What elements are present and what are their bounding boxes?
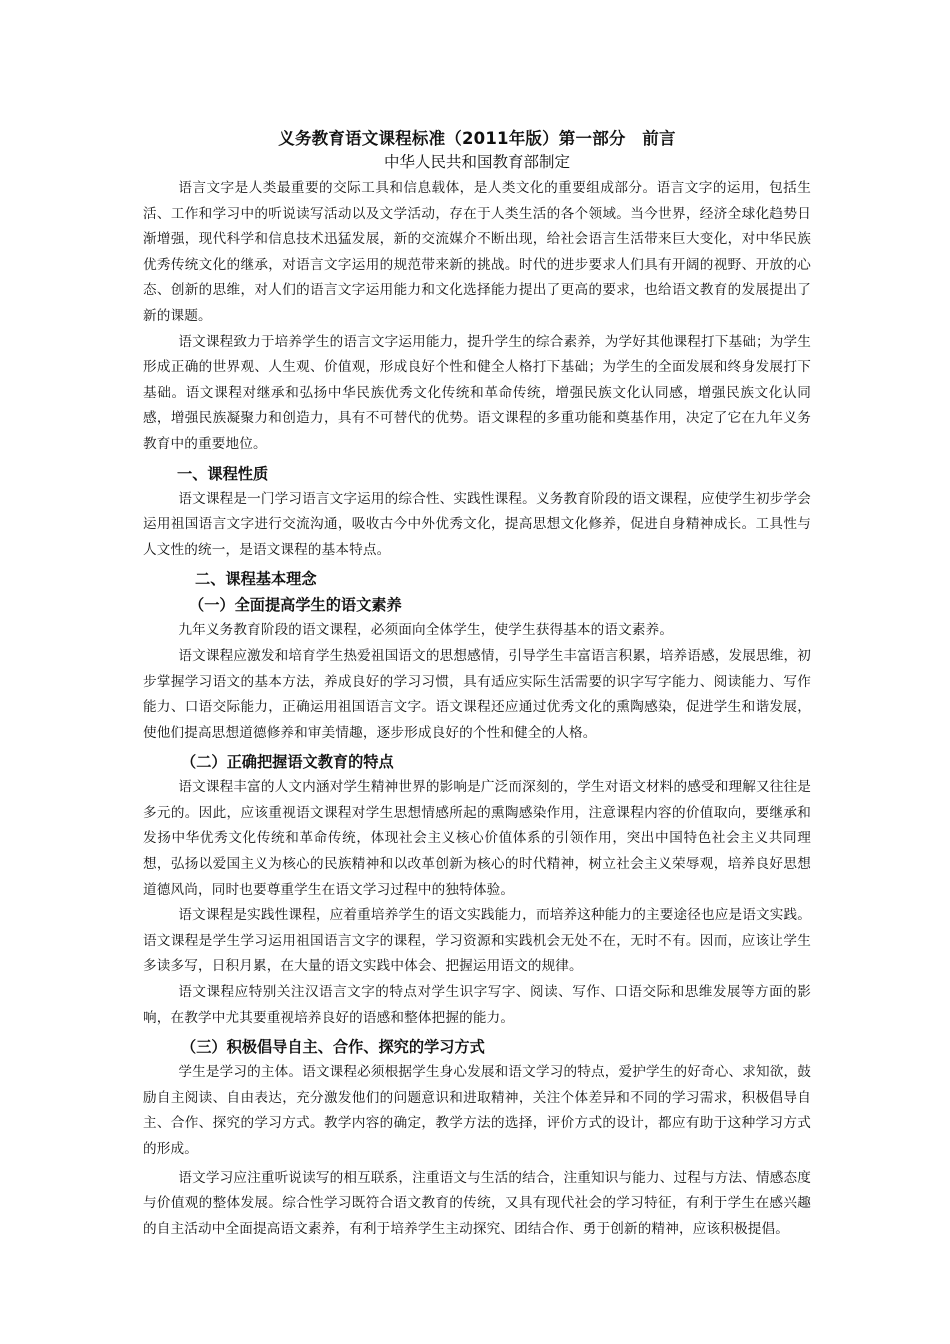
subsection-paragraph: 语文课程应激发和培育学生热爱祖国语文的思想感情，引导学生丰富语言积累，培养语感，发展思维，初步掌握学习语文的基本方法，养成良好的学习习惯，具有适应实际生活需要的识字写字能力、阅读能力、写作能力、口语交际能力，正确运用祖国语言文字。语文课程还应通过优秀文化的熏陶感染，促进学生和谐发展，使他们提高思想道德修养和审美情趣，逐步形成良好的个性和健全的人格。 bbox=[143, 647, 811, 741]
subsection-paragraph: 语文学习应注重听说读写的相互联系，注重语文与生活的结合，注重知识与能力、过程与方法、情感态度与价值观的整体发展。综合性学习既符合语文教育的传统，又具有现代社会的学习特征，有利于学生在感兴趣的自主活动中全面提高语文素养，有利于培养学生主动探究、团结合作、勇于创新的精神，应该积极提倡。 bbox=[143, 1169, 811, 1237]
subsection-paragraph: 学生是学习的主体。语文课程必须根据学生身心发展和语文学习的特点，爱护学生的好奇心、求知欲，鼓励自主阅读、自由表达，充分激发他们的问题意识和进取精神，关注个体差异和不同的学习需求，积极倡导自主、合作、探究的学习方式。教学内容的确定，教学方法的选择，评价方式的设计，都应有助于这种学习方式的形成。 bbox=[143, 1064, 811, 1157]
subsection-paragraph: 语文课程丰富的人文内涵对学生精神世界的影响是广泛而深刻的，学生对语文材料的感受和理解又往往是多元的。因此，应该重视语文课程对学生思想情感所起的熏陶感染作用，注意课程内容的价值取向，要继承和发扬中华优秀文化传统和革命传统，体现社会主义核心价值体系的引领作用，突出中国特色社会主义共同理想，弘扬以爱国主义为核心的民族精神和以改革创新为核心的时代精神，树立社会主义荣辱观，培养良好思想道德风尚，同时也要尊重学生在语文学习过程中的独特体验。 bbox=[143, 779, 811, 898]
subsection-heading-characteristics: （二）正确把握语文教育的特点 bbox=[181, 753, 394, 772]
document-subtitle: 中华人民共和国教育部制定 bbox=[383, 153, 570, 171]
intro-paragraph: 语文课程致力于培养学生的语言文字运用能力，提升学生的综合素养，为学好其他课程打下基础；为学生形成正确的世界观、人生观、价值观，形成良好个性和健全人格打下基础；为学生的全面发展和终身发展打下基础。语文课程对继承和弘扬中华民族优秀文化传统和革命传统，增强民族文化认同感，增强民族文化认同感，增强民族凝聚力和创造力，具有不可替代的优势。语文课程的多重功能和奠基作用，决定了它在九年义务教育中的重要地位。 bbox=[143, 333, 811, 452]
document-title: 义务教育语文课程标准（2011年版）第一部分 前言 bbox=[278, 129, 676, 148]
section-heading-basic-concepts: 二、课程基本理念 bbox=[195, 570, 317, 589]
subsection-paragraph: 语文课程是实践性课程，应着重培养学生的语文实践能力，而培养这种能力的主要途径也应是语文实践。语文课程是学生学习运用祖国语言文字的课程，学习资源和实践机会无处不在，无时不有。因而，应该让学生多读多写，日积月累，在大量的语文实践中体会、把握运用语文的规律。 bbox=[143, 907, 811, 975]
section-paragraph: 语文课程是一门学习语言文字运用的综合性、实践性课程。义务教育阶段的语文课程，应使学生初步学会运用祖国语言文字进行交流沟通，吸收古今中外优秀文化，提高思想文化修养，促进自身精神成长。工具性与人文性的统一，是语文课程的基本特点。 bbox=[143, 490, 811, 558]
document-body bbox=[143, 127, 811, 1242]
subsection-paragraph: 九年义务教育阶段的语文课程，必须面向全体学生，使学生获得基本的语文素养。 bbox=[178, 622, 674, 639]
subsection-heading-literacy: （一）全面提高学生的语文素养 bbox=[189, 596, 402, 615]
subsection-heading-learning-methods: （三）积极倡导自主、合作、探究的学习方式 bbox=[181, 1038, 485, 1057]
subsection-paragraph: 语文课程应特别关注汉语言文字的特点对学生识字写字、阅读、写作、口语交际和思维发展等方面的影响，在教学中尤其要重视培养良好的语感和整体把握的能力。 bbox=[143, 984, 811, 1026]
section-heading-course-nature: 一、课程性质 bbox=[177, 464, 269, 483]
intro-paragraph: 语言文字是人类最重要的交际工具和信息载体，是人类文化的重要组成部分。语言文字的运用，包括生活、工作和学习中的听说读写活动以及文学活动，存在于人类生活的各个领域。当今世界，经济全球化趋势日渐增强，现代科学和信息技术迅猛发展，新的交流媒介不断出现，给社会语言生活带来巨大变化，对中华民族优秀传统文化的继承，对语言文字运用的规范带来新的挑战。时代的进步要求人们具有开阔的视野、开放的心态、创新的思维，对人们的语言文字运用能力和文化选择能力提出了更高的要求，也给语文教育的发展提出了新的课题。 bbox=[143, 180, 811, 324]
